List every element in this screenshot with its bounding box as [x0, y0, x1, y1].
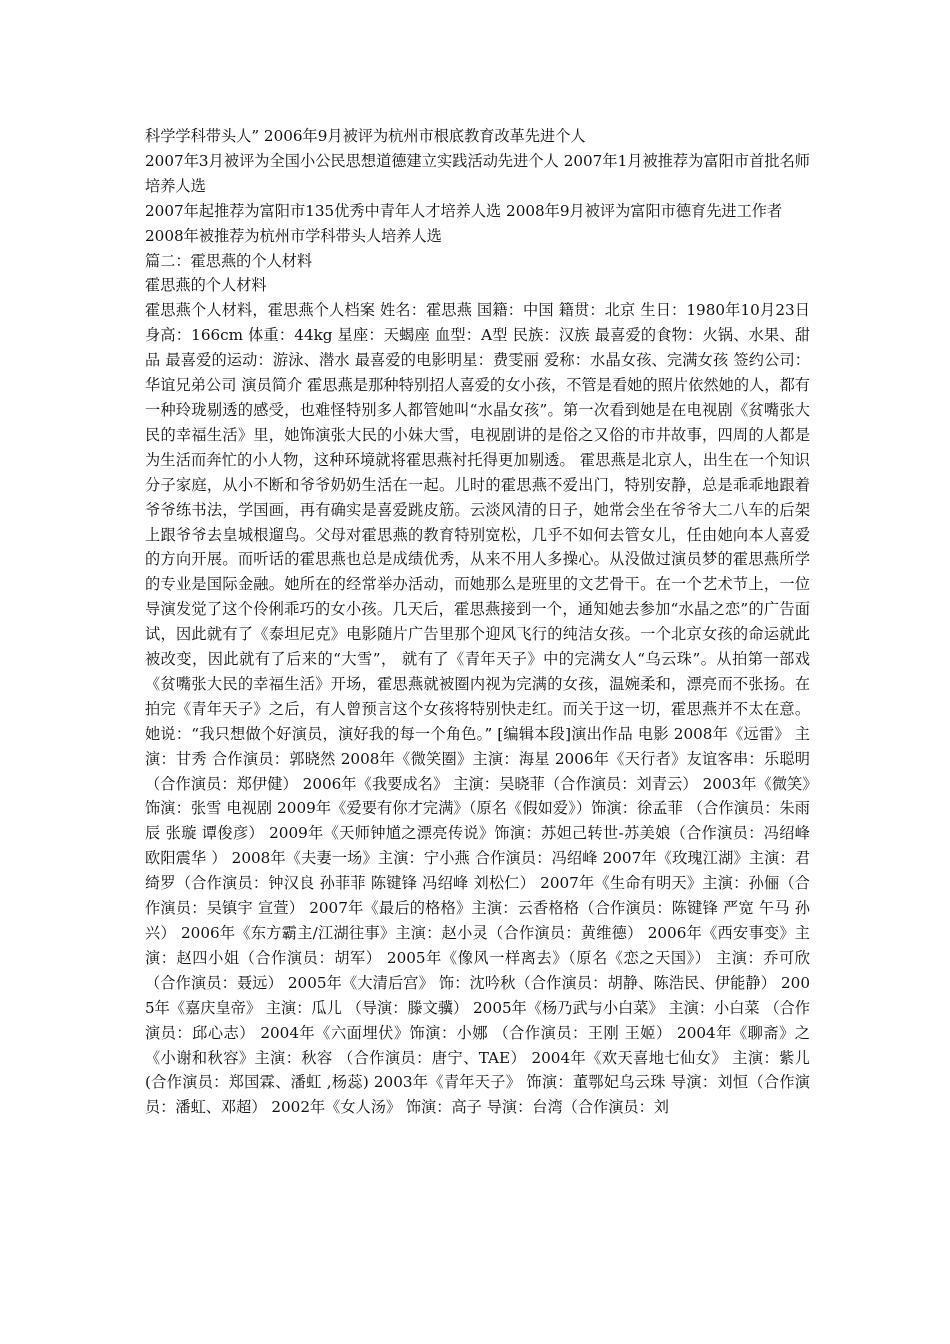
document-body	[145, 124, 810, 1120]
section-subheading: 霍思燕的个人材料	[145, 276, 267, 295]
paragraph-honor-2008: 2008年被推荐为杭州市学科带头人培养人选	[145, 226, 442, 245]
paragraph-honor-2007-b: 2007年起推荐为富阳市135优秀中青年人才培养人选 2008年9月被评为富阳市德育先进工作者	[145, 201, 783, 220]
paragraph-honor-2007-a: 2007年3月被评为全国小公民思想道德建立实践活动先进个人 2007年1月被推荐为富阳市首批名师培养人选	[145, 151, 810, 195]
paragraph-biography: 霍思燕个人材料，霍思燕个人档案 姓名：霍思燕 国籍：中国 籍贯：北京 生日：1980年10月23日 身高：166cm 体重：44kg 星座：天蝎座 血型：A型 民族：汉族 最喜爱的食物：火锅、水果、甜品 最喜爱的运动：游泳、潜水 最喜爱的电影明星：费雯丽 爱称：水晶女孩、完满女孩 签约公司：华谊兄弟公司 演员简介 霍思燕是那种特别招人喜爱的女小孩，不管是看她的照片依然她的人，都有一种玲珑剔透的感受，也难怪特别多人都管她叫“水晶女孩”。第一次看到她是在电视剧《贫嘴张大民的幸福生活》里，她饰演张大民的小妹大雪，电视剧讲的是俗之又俗的市井故事，四周的人都是为生活而奔忙的小人物，这种环境就将霍思燕衬托得更加剔透。 霍思燕是北京人，出生在一个知识分子家庭，从小不断和爷爷奶奶生活在一起。儿时的霍思燕不爱出门，特别安静，总是乖乖地跟着爷爷练书法，学国画，再有确实是喜爱跳皮筋。云淡风清的日子，她常会坐在爷爷大二八车的后架上跟爷爷去皇城根遛鸟。父母对霍思燕的教育特别宽松，几乎不如何去管女儿，任由她向本人喜爱的方向开展。而听话的霍思燕也总是成绩优秀，从来不用人多操心。从没做过演员梦的霍思燕所学的专业是国际金融。她所在的经常举办活动，而她那么是班里的文艺骨干。在一个艺术节上，一位导演发觉了这个伶俐乖巧的女小孩。几天后，霍思燕接到一个，通知她去参加“水晶之恋”的广告面试，因此就有了《泰坦尼克》电影随片广告里那个迎风飞行的纯洁女孩。一个北京女孩的命运就此被改变，因此就有了后来的“大雪”， 就有了《青年天子》中的完满女人“乌云珠”。从拍第一部戏《贫嘴张大民的幸福生活》开场，霍思燕就被圈内视为完满的女孩，温婉柔和，漂亮而不张扬。在拍完《青年天子》之后，有人曾预言这个女孩将特别快走红。而关于这一切，霍思燕并不太在意。她说：“我只想做个好演员，演好我的每一个角色。” [编辑本段]演出作品 电影 2008年《远雷》 主演：甘秀 合作演员：郭晓然 2008年《微笑圈》主演：海星 2006年《天行者》友谊客串：乐聪明（合作演员：郑伊健） 2006年《我要成名》 主演：吴晓菲（合作演员：刘青云） 2003年《微笑》饰演：张雪 电视剧 2009年《爱要有你才完满》（原名《假如爱》）饰演：徐孟菲 （合作演员：朱雨辰 张璇 谭俊彦） 2009年《天师钟馗之漂亮传说》饰演：苏妲己转世-苏美娘（合作演员：冯绍峰 欧阳震华 ） 2008年《夫妻一场》主演：宁小燕 合作演员：冯绍峰 2007年《玫瑰江湖》主演：君绮罗（合作演员：钟汉良 孙菲菲 陈键锋 冯绍峰 刘松仁） 2007年《生命有明天》主演：孙俪（合作演员：吴镇宇 宣萱） 2007年《最后的格格》主演：云香格格（合作演员：陈键锋 严宽 午马 孙兴） 2006年《东方霸主/江湖往事》主演：赵小灵（合作演员：黄维德） 2006年《西安事变》主演：赵四小姐（合作演员：胡军） 2005年《像风一样离去》（原名《恋之天国》） 主演：乔可欣 （合作演员：聂远） 2005年《大清后宫》 饰：沈吟秋（合作演员：胡静、陈浩民、伊能静） 2005年《嘉庆皇帝》 主演：瓜儿 （导演：滕文骥） 2005年《杨乃武与小白菜》 主演：小白菜 （合作演员：邱心志） 2004年《六面埋伏》饰演：小娜 （合作演员：王刚 王姬） 2004年《聊斋》之《小谢和秋容》主演：秋容 （合作演员：唐宁、TAE） 2004年《欢天喜地七仙女》 主演：紫儿 (合作演员：郑国霖、潘虹 ,杨蕊) 2003年《青年天子》 饰演：董鄂妃乌云珠 导演：刘恒（合作演员：潘虹、邓超） 2002年《女人汤》 饰演：高子 导演：台湾（合作演员：刘	[145, 301, 810, 1117]
paragraph-honor-2006: 科学学科带头人” 2006年9月被评为杭州市根底教育改革先进个人	[145, 127, 586, 145]
section-heading: 篇二：霍思燕的个人材料	[145, 251, 313, 270]
